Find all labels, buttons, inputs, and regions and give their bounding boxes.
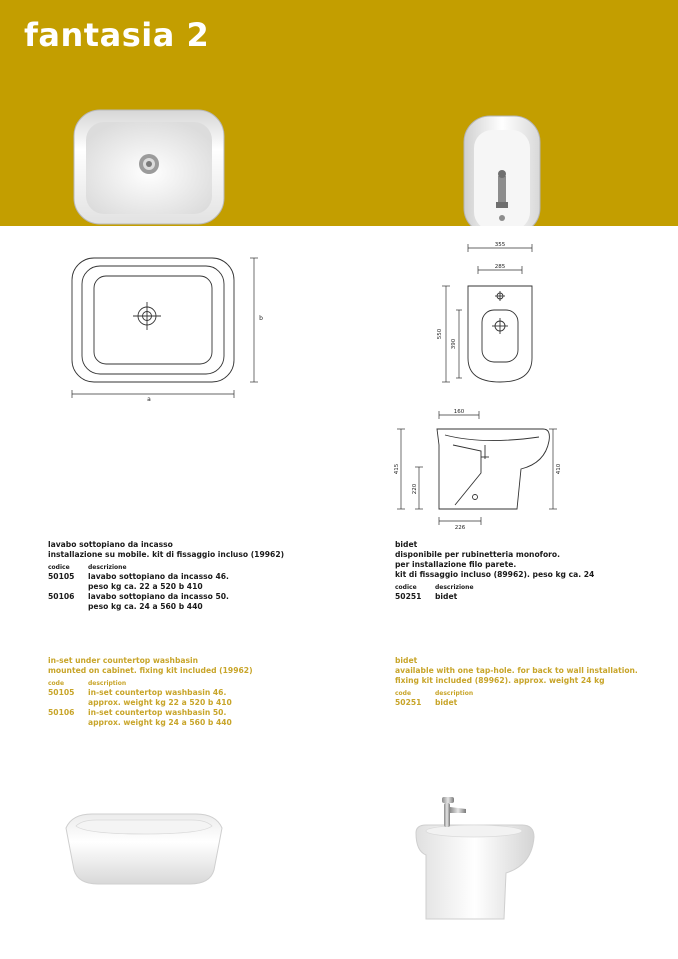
bidet-side-dim-226: 226 — [454, 525, 466, 530]
table-row — [395, 698, 473, 708]
product-description: lavabo sottopiano da incasso 46. — [88, 572, 229, 581]
english-basin-block — [48, 656, 368, 728]
table-row — [48, 688, 232, 708]
column-header-description: descrizione — [435, 584, 474, 591]
bidet-dim-285: 285 — [494, 264, 506, 270]
bidet-side-dim-160: 160 — [453, 409, 465, 415]
product-code: 50105 — [48, 572, 75, 581]
italian-bidet-block — [395, 540, 665, 602]
basin-product-photo — [62, 808, 226, 888]
column-header-description: description — [88, 680, 127, 687]
product-code: 50106 — [48, 708, 75, 717]
product-code: 50251 — [395, 592, 422, 601]
english-bidet-title: bidet — [395, 656, 418, 665]
italian-bidet-line-3: kit di fissaggio incluso (89962). peso kg ca. 24 — [395, 570, 595, 579]
product-weight: peso kg ca. 22 a 520 b 410 — [88, 582, 203, 591]
english-bidet-line-1: available with one tap-hole. for back to wall installation. — [395, 666, 638, 675]
bidet-dim-355: 355 — [494, 242, 506, 248]
italian-bidet-line-2: per installazione filo parete. — [395, 560, 517, 569]
italian-bidet-table — [395, 584, 474, 602]
bidet-side-dim-410: 410 — [556, 463, 562, 475]
hero-bidet-image — [462, 114, 542, 226]
column-header-description: descrizione — [88, 564, 127, 571]
basin-top-drawing — [60, 250, 270, 402]
bidet-side-dim-415: 415 — [394, 463, 400, 475]
bidet-side-drawing — [393, 405, 563, 530]
english-basin-title: in-set under countertop washbasin — [48, 656, 199, 665]
basin-dim-b: b — [259, 315, 263, 322]
bidet-product-photo — [412, 795, 536, 925]
italian-basin-subtitle: installazione su mobile. kit di fissaggio incluso (19962) — [48, 550, 285, 559]
table-row — [48, 708, 232, 728]
italian-bidet-line-1: disponibile per rubinetteria monoforo. — [395, 550, 561, 559]
header-band — [0, 0, 678, 226]
bidet-side-dim-220: 220 — [412, 483, 418, 495]
italian-basin-title: lavabo sottopiano da incasso — [48, 540, 173, 549]
hero-basin-image — [72, 108, 228, 226]
table-row — [48, 572, 229, 592]
product-description: in-set countertop washbasin 50. — [88, 708, 227, 717]
italian-basin-block — [48, 540, 368, 612]
english-bidet-block — [395, 656, 665, 708]
product-code: 50106 — [48, 592, 75, 601]
italian-basin-table — [48, 564, 229, 612]
table-row — [48, 592, 229, 612]
basin-dim-a: a — [147, 396, 151, 402]
english-basin-table — [48, 680, 232, 728]
english-bidet-table — [395, 690, 473, 708]
product-weight: approx. weight kg 22 a 520 b 410 — [88, 698, 232, 707]
product-code: 50105 — [48, 688, 75, 697]
column-header-code: codice — [48, 564, 70, 571]
bidet-dim-550: 550 — [437, 328, 443, 340]
product-code: 50251 — [395, 698, 422, 707]
product-description: bidet — [435, 698, 458, 707]
english-bidet-line-2: fixing kit included (89962). approx. weight 24 kg — [395, 676, 605, 685]
product-weight: peso kg ca. 24 a 560 b 440 — [88, 602, 203, 611]
column-header-code: code — [395, 690, 412, 697]
column-header-code: code — [48, 680, 65, 687]
product-description: lavabo sottopiano da incasso 50. — [88, 592, 229, 601]
product-description: bidet — [435, 592, 458, 601]
italian-bidet-title: bidet — [395, 540, 418, 549]
english-basin-subtitle: mounted on cabinet. fixing kit included (19962) — [48, 666, 253, 675]
product-description: in-set countertop washbasin 46. — [88, 688, 227, 697]
column-header-code: codice — [395, 584, 417, 591]
table-row — [395, 592, 474, 602]
bidet-dim-390: 390 — [451, 338, 457, 350]
bidet-top-drawing — [430, 238, 560, 388]
column-header-description: description — [435, 690, 474, 697]
product-weight: approx. weight kg 24 a 560 b 440 — [88, 718, 232, 727]
brand-title: fantasia 2 — [24, 16, 210, 54]
